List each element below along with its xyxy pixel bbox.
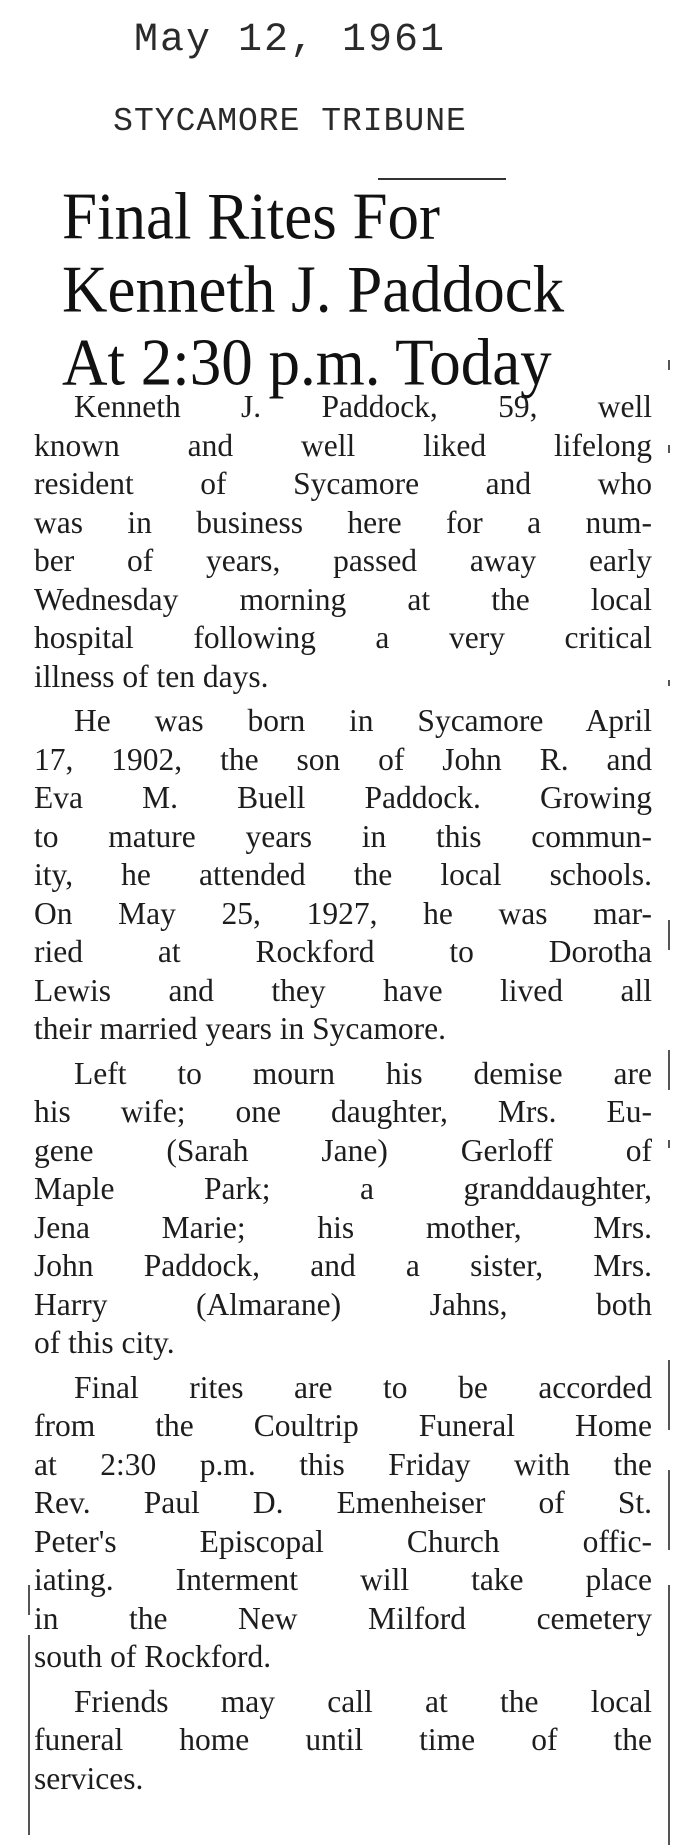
- article-line: Lewis and they have lived all: [34, 972, 652, 1008]
- article-line: Eva M. Buell Paddock. Growing: [34, 780, 652, 815]
- article-line: Maple Park; a granddaughter,: [34, 1171, 652, 1206]
- clipping-date: May 12, 1961: [133, 18, 447, 63]
- headline-line: Final Rites For: [62, 178, 441, 254]
- article-paragraph: [34, 702, 652, 1049]
- clipping-left-edge: [28, 1585, 32, 1841]
- article-line: at 2:30 p.m. this Friday with the: [34, 1446, 652, 1482]
- article-line: iating. Interment will take place: [34, 1562, 652, 1597]
- article-line: gene (Sarah Jane) Gerloff of: [34, 1132, 652, 1168]
- article-line: Kenneth J. Paddock, 59, well: [74, 389, 652, 424]
- article-line: On May 25, 1927, he was mar-: [34, 895, 652, 931]
- article-line: from the Coultrip Funeral Home: [34, 1408, 652, 1443]
- article-line: ity, he attended the local schools.: [34, 857, 652, 892]
- article-line: was in business here for a num-: [34, 504, 652, 540]
- article-line: to mature years in this commun-: [34, 818, 652, 854]
- article-body: [34, 388, 652, 1804]
- headline-line: At 2:30 p.m. Today: [62, 325, 552, 400]
- article-line: 17, 1902, the son of John R. and: [34, 741, 652, 777]
- article-line: Left to mourn his demise are: [74, 1055, 652, 1091]
- article-line: John Paddock, and a sister, Mrs.: [34, 1248, 652, 1283]
- article-line: funeral home until time of the: [34, 1722, 652, 1757]
- article-line: Peter's Episcopal Church offic-: [34, 1523, 652, 1559]
- article-paragraph: [34, 1055, 652, 1363]
- article-line: in the New Milford cemetery: [34, 1600, 652, 1636]
- article-line: Friends may call at the local: [74, 1683, 652, 1719]
- article-line: Final rites are to be accorded: [74, 1369, 652, 1405]
- article-line: services.: [34, 1760, 144, 1796]
- headline: [62, 180, 672, 399]
- article-line: Rev. Paul D. Emenheiser of St.: [34, 1485, 652, 1520]
- article-line: his wife; one daughter, Mrs. Eu-: [34, 1094, 652, 1129]
- article-line: illness of ten days.: [34, 658, 269, 694]
- clipping-right-edge: [668, 360, 674, 1840]
- article-line: He was born in Sycamore April: [74, 703, 652, 738]
- article-line: their married years in Sycamore.: [34, 1011, 446, 1046]
- article-paragraph: [34, 1369, 652, 1677]
- article-line: hospital following a very critical: [34, 620, 652, 655]
- article-line: ried at Rockford to Dorotha: [34, 934, 652, 969]
- article-line: Jena Marie; his mother, Mrs.: [34, 1209, 652, 1245]
- article-line: Wednesday morning at the local: [34, 581, 652, 617]
- article-line: south of Rockford.: [34, 1639, 272, 1674]
- article-line: known and well liked lifelong: [34, 427, 652, 463]
- article-paragraph: [34, 388, 652, 696]
- article-paragraph: [34, 1683, 652, 1799]
- newspaper-name: STYCAMORE TRIBUNE: [113, 103, 467, 140]
- article-line: resident of Sycamore and who: [34, 466, 652, 501]
- headline-line: Kenneth J. Paddock: [62, 252, 565, 327]
- article-line: ber of years, passed away early: [34, 543, 652, 578]
- article-line: of this city.: [34, 1325, 175, 1360]
- article-line: Harry (Almarane) Jahns, both: [34, 1286, 652, 1322]
